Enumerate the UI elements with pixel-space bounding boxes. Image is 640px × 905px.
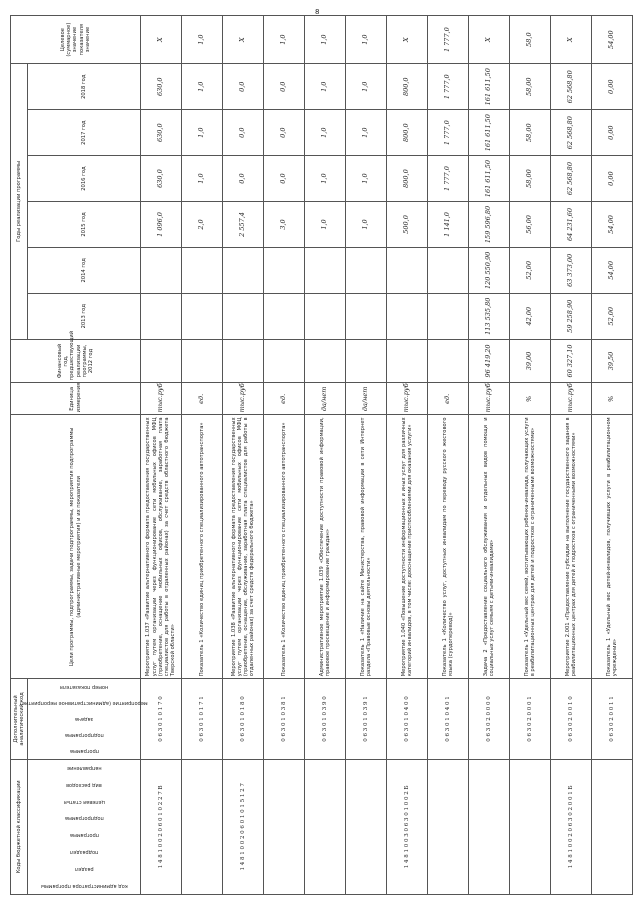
year-2018-cell: 161 611,50 <box>469 64 510 110</box>
additional-code-cell: 0 6 3 0 2 0 0 1 0 <box>551 679 592 759</box>
fin-year-cell <box>387 339 428 383</box>
year-2016-cell: 1,0 <box>346 156 387 202</box>
unit-cell: да/нет <box>346 383 387 415</box>
budget-code-cell <box>510 759 551 894</box>
target-cell: 1 777,0 <box>428 16 469 64</box>
unit-cell: ед. <box>428 383 469 415</box>
header-additional-subcols <box>20 679 148 759</box>
header-year-2013: 2013 год <box>28 293 141 339</box>
year-2014-cell <box>387 247 428 293</box>
table-row <box>551 16 592 895</box>
fin-year-cell <box>264 339 305 383</box>
table-row <box>592 16 633 895</box>
budget-code-cell: 1 4 8 1 0 0 3 0 6 3 0 1 0 0 2 Б <box>387 759 428 894</box>
header-years-group: Годы реализации программы <box>11 64 28 339</box>
header-year-2015: 2015 год <box>28 202 141 248</box>
year-2015-cell: 54,00 <box>592 202 633 248</box>
description-cell: Административное мероприятие 1.039 «Обеспечение доступности правовой информации, правовое просвещение и информирование граждан» <box>305 415 346 679</box>
year-2015-cell: 1,0 <box>305 202 346 248</box>
budget-code-cell: 1 4 8 1 0 0 2 0 6 3 0 2 0 0 1 Б <box>551 759 592 894</box>
unit-cell: тыс.руб <box>387 383 428 415</box>
target-cell: 1,0 <box>182 16 223 64</box>
year-2014-cell <box>264 247 305 293</box>
year-2018-cell: 1,0 <box>346 64 387 110</box>
description-cell: Мероприятие 1.037 «Развитие альтернативного формата предоставления государственных услуг путем организации через функционирование сети мобильных офисов МФЦ (приобретение, оснащение мобильных офисов, обслуживание, заработная плата специалистов для работы в отдаленных районах) за счет средств областного бюджета Тверской области» <box>141 415 182 679</box>
program-table <box>10 15 633 895</box>
additional-code-cell: 0 6 3 0 2 0 0 0 0 <box>469 679 510 759</box>
target-cell: X <box>387 16 428 64</box>
header-indicator: номер показателя <box>59 684 109 691</box>
year-2017-cell: 1,0 <box>182 110 223 156</box>
header-unit: Единица измерения <box>11 383 141 415</box>
year-2013-cell: 59 258,90 <box>551 293 592 339</box>
year-2017-cell: 800,0 <box>387 110 428 156</box>
fin-year-cell: 96 419,20 <box>469 339 510 383</box>
budget-code-cell: 1 4 8 1 0 0 2 0 6 0 1 0 1 5 1 2 7 <box>223 759 264 894</box>
additional-code-cell: 0 6 3 0 2 0 0 1 1 <box>592 679 633 759</box>
description-cell: Показатель 1 «Количество единиц приобретенного специализированного автотранспорта» <box>264 415 305 679</box>
fin-year-cell: 60 327,10 <box>551 339 592 383</box>
year-2018-cell: 62 568,80 <box>551 64 592 110</box>
additional-code-cell: 0 6 3 0 1 0 3 9 0 <box>305 679 346 759</box>
unit-cell: ед. <box>182 383 223 415</box>
year-2018-cell: 0,0 <box>223 64 264 110</box>
header-year-2014: 2014 год <box>28 247 141 293</box>
year-2017-cell: 62 568,80 <box>551 110 592 156</box>
year-2014-cell: 63 373,00 <box>551 247 592 293</box>
description-cell: Мероприятие 1.040 «Повышение доступности информационных и иных услуг для различных категорий инвалидов, в том числе: дооснащение приспособлениями для оказания услуги» <box>387 415 428 679</box>
header-fin-year: Финансовый год, предшествующий реализации программы, 2012 год <box>11 339 141 383</box>
year-2015-cell: 2 557,4 <box>223 202 264 248</box>
table-row <box>469 16 510 895</box>
year-2015-cell: 56,00 <box>510 202 551 248</box>
year-2015-cell: 1,0 <box>346 202 387 248</box>
fin-year-cell <box>223 339 264 383</box>
year-2018-cell: 0,00 <box>592 64 633 110</box>
unit-cell: да/нет <box>305 383 346 415</box>
year-2017-cell: 1,0 <box>305 110 346 156</box>
unit-cell: тыс.руб <box>223 383 264 415</box>
year-2018-cell: 58,00 <box>510 64 551 110</box>
year-2018-cell: 1 777,0 <box>428 64 469 110</box>
page-number: 8 <box>315 8 320 16</box>
year-2016-cell: 0,00 <box>592 156 633 202</box>
year-2016-cell: 58,00 <box>510 156 551 202</box>
year-2016-cell: 1 777,0 <box>428 156 469 202</box>
header-subprogram-add: подпрограмма <box>64 731 104 738</box>
target-cell: X <box>551 16 592 64</box>
header-program-code: код администратора программы <box>40 882 128 889</box>
header-section: раздел <box>74 865 94 872</box>
year-2018-cell: 0,0 <box>264 64 305 110</box>
year-2013-cell <box>182 293 223 339</box>
year-2018-cell: 1,0 <box>182 64 223 110</box>
year-2014-cell <box>305 247 346 293</box>
year-2014-cell <box>346 247 387 293</box>
unit-cell: тыс.руб <box>551 383 592 415</box>
year-2013-cell: 52,00 <box>592 293 633 339</box>
target-cell: 1,0 <box>346 16 387 64</box>
year-2017-cell: 0,00 <box>592 110 633 156</box>
header-year-2016: 2016 год <box>28 156 141 202</box>
year-2017-cell: 1 777,0 <box>428 110 469 156</box>
year-2016-cell: 0,0 <box>264 156 305 202</box>
year-2018-cell: 800,0 <box>387 64 428 110</box>
additional-code-cell: 0 6 3 0 1 0 3 9 1 <box>346 679 387 759</box>
target-cell: X <box>469 16 510 64</box>
unit-cell: тыс.руб <box>141 383 182 415</box>
year-2015-cell: 1 096,0 <box>141 202 182 248</box>
header-budget-subcols <box>28 759 141 894</box>
program-table-sheet <box>10 15 630 895</box>
budget-code-cell <box>469 759 510 894</box>
year-2016-cell: 0,0 <box>223 156 264 202</box>
table-body <box>141 16 633 895</box>
table-row <box>510 16 551 895</box>
budget-code-cell: 1 4 8 1 0 0 2 0 6 0 1 0 2 2 7 B <box>141 759 182 894</box>
year-2013-cell <box>387 293 428 339</box>
fin-year-cell <box>141 339 182 383</box>
budget-code-cell <box>182 759 223 894</box>
header-task: задача <box>74 716 94 722</box>
year-2014-cell <box>182 247 223 293</box>
additional-code-cell: 0 6 3 0 2 0 0 0 1 <box>510 679 551 759</box>
year-2017-cell: 161 611,50 <box>469 110 510 156</box>
header-target-article: целевая статья <box>63 798 105 805</box>
year-2015-cell: 64 231,60 <box>551 202 592 248</box>
target-cell: 58,0 <box>510 16 551 64</box>
target-cell: 1,0 <box>264 16 305 64</box>
fin-year-cell <box>428 339 469 383</box>
year-2014-cell: 54,00 <box>592 247 633 293</box>
unit-cell: тыс.руб <box>469 383 510 415</box>
year-2015-cell: 2,0 <box>182 202 223 248</box>
target-cell: 1,0 <box>305 16 346 64</box>
year-2017-cell: 630,0 <box>141 110 182 156</box>
year-2014-cell <box>141 247 182 293</box>
year-2014-cell: 120 550,90 <box>469 247 510 293</box>
year-2015-cell: 500,0 <box>387 202 428 248</box>
year-2014-cell <box>223 247 264 293</box>
fin-year-cell: 39,50 <box>592 339 633 383</box>
year-2015-cell: 159 596,80 <box>469 202 510 248</box>
budget-code-cell <box>264 759 305 894</box>
description-cell: Показатель 1 «Наличие на сайте Министерства, правовой информации в сети Интернет раздела «Правовые основы деятельности» <box>346 415 387 679</box>
header-goals: Цели программы, подпрограммы, задачи подпрограммы, мероприятия подпрограммы (административные мероприятия) и их показатели <box>11 415 141 679</box>
year-2016-cell: 161 611,50 <box>469 156 510 202</box>
additional-code-cell: 0 6 3 0 1 0 1 8 0 <box>223 679 264 759</box>
year-2016-cell: 1,0 <box>182 156 223 202</box>
table-row <box>182 16 223 895</box>
year-2017-cell: 1,0 <box>346 110 387 156</box>
table-row <box>223 16 264 895</box>
table-row <box>428 16 469 895</box>
year-2016-cell: 630,0 <box>141 156 182 202</box>
fin-year-cell <box>182 339 223 383</box>
year-2016-cell: 62 568,80 <box>551 156 592 202</box>
header-budget-codes: Коды бюджетной классификации <box>11 759 28 894</box>
description-cell: Мероприятие 2.001 «Предоставление субсидии на выполнение государственного задания в реабилитационных центрах для детей и подростков с ограниченными возможностями» <box>551 415 592 679</box>
year-2013-cell <box>305 293 346 339</box>
year-2017-cell: 0,0 <box>264 110 305 156</box>
description-cell: Мероприятие 1.038 «Развитие альтернативного формата предоставления государственных услуг путем организации через функционирование сети мобильных офисов МФЦ (приобретение, оснащение, обслуживание, заработная плата специалистов для работы в отдаленных районах) за счет средств федерального бюджета» <box>223 415 264 679</box>
additional-code-cell: 0 6 3 0 1 0 1 7 0 <box>141 679 182 759</box>
budget-code-cell <box>592 759 633 894</box>
year-2013-cell <box>428 293 469 339</box>
table-row <box>264 16 305 895</box>
year-2017-cell: 0,0 <box>223 110 264 156</box>
header-activity: мероприятие (административное мероприятие) <box>20 700 148 707</box>
header-subsection: подраздел <box>69 849 99 856</box>
header-program: программа <box>69 832 99 839</box>
year-2013-cell <box>346 293 387 339</box>
description-cell: Задача 2 «Предоставление социального обслуживания и отдельных видов помощи и социальных услуг семьям с детьми-инвалидами» <box>469 415 510 679</box>
header-year-2017: 2017 год <box>28 110 141 156</box>
unit-cell: % <box>592 383 633 415</box>
description-cell: Показатель 1 «Количество единиц приобретенного специализированного автотранспорта» <box>182 415 223 679</box>
year-2015-cell: 1 141,0 <box>428 202 469 248</box>
year-2015-cell: 3,0 <box>264 202 305 248</box>
budget-code-cell <box>428 759 469 894</box>
table-row <box>387 16 428 895</box>
target-cell: X <box>141 16 182 64</box>
additional-code-cell: 0 6 3 0 1 0 4 0 1 <box>428 679 469 759</box>
header-year-2018: 2018 год <box>28 64 141 110</box>
header-program-add: программа <box>69 747 99 754</box>
header-additional-code: Дополнительный аналитический код <box>11 679 28 759</box>
header-direction: направление <box>66 765 102 772</box>
header-target: Целевое (суммарное) значение показателя значение <box>11 16 141 64</box>
year-2013-cell <box>141 293 182 339</box>
budget-code-cell <box>346 759 387 894</box>
year-2013-cell: 42,00 <box>510 293 551 339</box>
fin-year-cell: 39,00 <box>510 339 551 383</box>
year-2013-cell <box>223 293 264 339</box>
fin-year-cell <box>305 339 346 383</box>
header-subprogram: подпрограмма <box>64 815 104 822</box>
header-expense-type: вид расходов <box>66 781 102 788</box>
table-row <box>141 16 182 895</box>
year-2014-cell <box>428 247 469 293</box>
table-row <box>305 16 346 895</box>
year-2017-cell: 58,00 <box>510 110 551 156</box>
description-cell: Показатель 1 «Количество услуг, доступных инвалидам по переводу русского жестового языка (сурдоперевод)» <box>428 415 469 679</box>
year-2013-cell: 113 535,80 <box>469 293 510 339</box>
additional-code-cell: 0 6 3 0 1 0 3 8 1 <box>264 679 305 759</box>
additional-code-cell: 0 6 3 0 1 0 1 7 1 <box>182 679 223 759</box>
description-cell: Показатель 1 «Удельный вес семей, воспитывающих ребенка-инвалида, получающих услуги в реабилитационных центрах для детей и подростков с ограниченными возможностями» <box>510 415 551 679</box>
budget-code-cell <box>305 759 346 894</box>
fin-year-cell <box>346 339 387 383</box>
year-2018-cell: 630,0 <box>141 64 182 110</box>
year-2018-cell: 1,0 <box>305 64 346 110</box>
additional-code-cell: 0 6 3 0 1 0 4 0 0 <box>387 679 428 759</box>
year-2014-cell: 52,00 <box>510 247 551 293</box>
rotated-page <box>10 15 630 895</box>
target-cell: 54,00 <box>592 16 633 64</box>
table-row <box>346 16 387 895</box>
target-cell: X <box>223 16 264 64</box>
unit-cell: ед. <box>264 383 305 415</box>
unit-cell: % <box>510 383 551 415</box>
description-cell: Показатель 1 «Удельный вес детей-инвалидов, получивших услуги в реабилитационном учреждении» <box>592 415 633 679</box>
year-2016-cell: 1,0 <box>305 156 346 202</box>
year-2013-cell <box>264 293 305 339</box>
year-2016-cell: 800,0 <box>387 156 428 202</box>
